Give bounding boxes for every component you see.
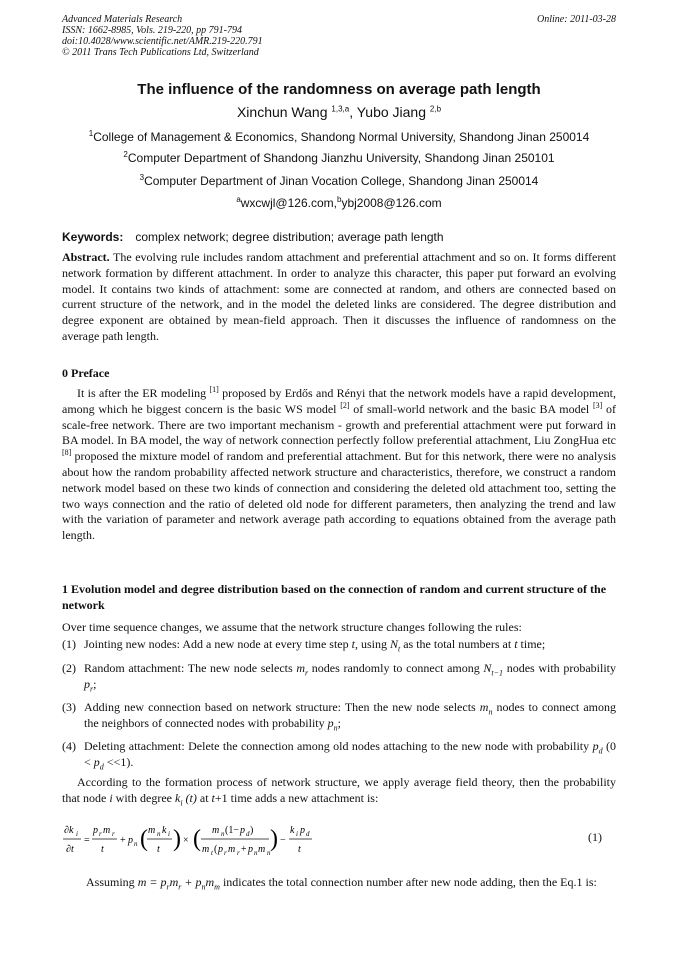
- svg-text:m: m: [202, 844, 210, 855]
- rule-2-var-n: N: [483, 661, 492, 675]
- assume-text-b: indicates the total connection number after new node adding, then the Eq.1 is:: [219, 875, 597, 889]
- affiliation-2-text: Computer Department of Shandong Jianzhu University, Shandong Jinan 250101: [127, 151, 555, 165]
- svg-text:m: m: [258, 844, 266, 855]
- citation-1[interactable]: [1]: [209, 385, 219, 394]
- journal-header: [62, 14, 616, 58]
- svg-text:n: n: [254, 849, 258, 857]
- author-1-affil: 1,3,a: [331, 104, 350, 114]
- svg-text:−: −: [280, 835, 286, 846]
- preface-text-2: proposed by Erdős and Rényi that the network models have a rapid development, among which he biggest concern is the basic WS model: [62, 386, 617, 416]
- svg-text:p: p: [240, 825, 245, 836]
- prob-var-i: i: [109, 790, 113, 805]
- citation-3[interactable]: [3]: [592, 400, 603, 410]
- rule-2: [62, 660, 616, 692]
- prob-var-k: k: [174, 790, 181, 805]
- svg-text:=: =: [84, 835, 90, 846]
- citation-2[interactable]: [2]: [340, 400, 350, 410]
- svg-text:d: d: [306, 830, 310, 838]
- prob-var-t1: t: [211, 790, 215, 805]
- rule-1-text-c: as the total numbers at: [400, 637, 515, 651]
- prob-text-a: According to the formation process of network structure, we apply average field theory, then the probability that node: [62, 775, 616, 805]
- rule-4-var-p: p: [592, 739, 599, 753]
- rule-4-var-p2: p: [93, 755, 100, 769]
- svg-text:m: m: [228, 844, 236, 855]
- online-date: Online: 2011-03-28: [537, 14, 616, 25]
- journal-issn: ISSN: 1662-8985, Vols. 219-220, pp 791-794: [62, 25, 242, 36]
- svg-text:r: r: [224, 849, 227, 857]
- assume-eq-mn: m: [205, 875, 215, 889]
- rule-2-text-b: nodes randomly to connect among: [308, 661, 484, 675]
- preface-text-5: proposed the mixture model of random and preferential attachment. But for this network, there were no analysis about how the random probability affected network structure and characteristics, therefore, we construct a random network model based on these two kinds of connection and considering the deleted old attachment too, setting the two ways connection and the ratio of deleted old node for different parameters, then analyzing the trend and law with the variation of parameter and network average path according to equations obtained from the average path length.: [62, 449, 616, 543]
- svg-text:): ): [270, 826, 278, 852]
- rule-4-text-c: <<1).: [103, 755, 134, 769]
- rule-2-text-c: nodes with probability: [503, 661, 616, 675]
- svg-text:m: m: [103, 825, 111, 836]
- svg-text:+: +: [241, 844, 247, 855]
- svg-text:m: m: [148, 825, 156, 836]
- svg-text:n: n: [157, 830, 161, 838]
- assume-eq-plus: + p: [181, 875, 202, 889]
- svg-text:k: k: [290, 825, 295, 836]
- svg-text:n: n: [267, 849, 271, 857]
- svg-text:p: p: [300, 825, 305, 836]
- rule-3-text-c: ;: [337, 716, 341, 730]
- section-0-heading: 0 Preface: [62, 366, 110, 380]
- rule-3-var-p: p: [327, 716, 334, 730]
- prob-text-d: +1 time adds a new attachment is:: [214, 790, 379, 805]
- assume-sub-r: r: [166, 882, 170, 892]
- rule-3: [62, 699, 616, 731]
- section-1-assumption-paragraph: [62, 875, 616, 891]
- rule-2-number: (2): [62, 661, 76, 675]
- keywords-label: Keywords:: [62, 230, 124, 244]
- email-a-mark: a: [236, 195, 241, 204]
- equation-1-number: (1): [588, 830, 602, 844]
- svg-text:(1−: (1−: [225, 825, 239, 836]
- svg-text:∂k: ∂k: [64, 825, 74, 836]
- rule-1-var-t2: t: [514, 637, 518, 651]
- svg-text:i: i: [76, 830, 78, 838]
- rule-2-text-d: ;: [93, 677, 97, 691]
- svg-text:r: r: [99, 830, 102, 838]
- section-1-heading: 1 Evolution model and degree distribution based on the connection of random and current structure of the network: [62, 582, 607, 612]
- svg-text:t: t: [157, 844, 160, 855]
- rule-2-var-m: m: [296, 661, 306, 675]
- rule-1-text-d: time;: [517, 637, 546, 651]
- prob-sub-i: i: [180, 798, 183, 808]
- section-1-probability-paragraph: [62, 775, 616, 807]
- rule-3-sub-n: n: [488, 707, 493, 717]
- author-separator: ,: [349, 104, 357, 120]
- svg-text:n: n: [221, 830, 225, 838]
- svg-text:d: d: [246, 830, 250, 838]
- section-1-intro: Over time sequence changes, we assume that the network structure changes following the rules:: [62, 620, 522, 634]
- svg-text:(: (: [214, 844, 218, 855]
- rule-4-sub-d2: d: [99, 762, 104, 772]
- rule-3-text-b: nodes to connect among the neighbors of connected nodes with probability: [84, 700, 616, 730]
- preface-text-4: of scale-free network. There are two important mechanism - growth and preferential attachment were put forward in BA model. In BA model, the way of network connection perfectly follow preferential attachment, Liu ZongHua etc: [62, 401, 616, 448]
- rule-1-sub-t: t: [397, 644, 401, 654]
- rule-3-number: (3): [62, 700, 76, 714]
- citation-8[interactable]: [8]: [62, 448, 72, 458]
- keywords: [62, 230, 444, 244]
- rule-1-text-a: Jointing new nodes: Add a new node at every time step: [84, 637, 352, 651]
- svg-text:t: t: [101, 844, 104, 855]
- prob-text-c: at: [196, 790, 212, 805]
- preface-text-1: It is after the ER modeling: [77, 386, 207, 400]
- author-line: [0, 104, 678, 120]
- assume-eq-mr: m: [169, 875, 179, 889]
- section-0-paragraph: [62, 386, 616, 544]
- svg-text:t: t: [298, 844, 301, 855]
- email-b: ybj2008@126.com: [341, 196, 442, 210]
- abstract: [62, 250, 616, 345]
- rule-4-text-a: Deleting attachment: Delete the connection among old nodes attaching to the new node with probability: [84, 739, 593, 753]
- svg-text:n: n: [134, 840, 138, 848]
- svg-text:(: (: [193, 826, 201, 852]
- affiliation-1-text: College of Management & Economics, Shandong Normal University, Shandong Jinan 250014: [93, 130, 590, 144]
- svg-text:i: i: [296, 830, 298, 838]
- affiliation-2-mark: 2: [123, 150, 128, 159]
- author-2: Yubo Jiang: [356, 104, 427, 120]
- prob-var-t: (t): [182, 790, 197, 805]
- assume-eq-m: m = p: [137, 875, 167, 889]
- svg-text:m: m: [212, 825, 220, 836]
- svg-text:i: i: [168, 830, 170, 838]
- rule-1-var-t: t,: [351, 637, 358, 651]
- rule-1-text-b: using: [357, 637, 390, 651]
- rule-2-sub-t1: t−1: [491, 668, 504, 678]
- rule-1-number: (1): [62, 637, 76, 651]
- svg-text:t: t: [211, 849, 213, 857]
- svg-text:): ): [250, 825, 254, 836]
- svg-text:+: +: [120, 835, 126, 846]
- affiliation-3: [0, 174, 678, 188]
- equation-1-formula: [62, 820, 342, 862]
- assume-sub-r2: r: [178, 882, 182, 892]
- rule-3-var-m: m: [479, 700, 489, 714]
- affiliation-2: [0, 151, 678, 165]
- rule-4: [62, 738, 616, 770]
- assume-sub-m: m: [214, 882, 220, 892]
- author-2-affil: 2,b: [429, 104, 442, 114]
- svg-text:p: p: [248, 844, 253, 855]
- svg-text:×: ×: [183, 835, 189, 846]
- prob-text-b: with degree: [112, 790, 175, 805]
- rule-1-var-n: N: [389, 637, 398, 651]
- journal-copyright: © 2011 Trans Tech Publications Ltd, Switzerland: [62, 47, 259, 58]
- email-b-mark: b: [336, 195, 342, 204]
- svg-text:(: (: [140, 826, 148, 852]
- svg-text:p: p: [218, 844, 223, 855]
- rule-2-var-p: p: [84, 677, 90, 691]
- svg-text:): ): [173, 826, 181, 852]
- email-a: wxcwjl@126.com,: [240, 196, 337, 210]
- affiliation-3-mark: 3: [139, 173, 145, 182]
- svg-text:p: p: [93, 825, 98, 836]
- rule-4-number: (4): [62, 739, 76, 753]
- email-line: [0, 196, 678, 210]
- svg-text:k: k: [162, 825, 167, 836]
- affiliation-3-text: Computer Department of Jinan Vocation College, Shandong Jinan 250014: [144, 174, 539, 188]
- abstract-label: Abstract.: [62, 250, 110, 264]
- author-1: Xinchun Wang: [236, 104, 328, 120]
- assume-text-a: Assuming: [86, 875, 138, 889]
- rule-3-text-a: Adding new connection based on network structure: Then the new node selects: [84, 700, 480, 714]
- paper-title: The influence of the randomness on average path length: [137, 81, 541, 98]
- rule-4-text-b: (0 <: [84, 739, 616, 769]
- preface-text-3: of small-world network and the basic BA model: [349, 401, 593, 416]
- rule-2-text-a: Random attachment: The new node selects: [84, 661, 297, 675]
- affiliation-1: [0, 130, 678, 144]
- svg-text:p: p: [128, 835, 133, 846]
- assume-sub-n: n: [201, 882, 206, 892]
- affiliation-1-mark: 1: [88, 129, 94, 138]
- rule-4-sub-d: d: [598, 746, 603, 756]
- rule-2-sub-r2: r: [90, 684, 94, 694]
- journal-doi: doi:10.4028/www.scientific.net/AMR.219-220.791: [62, 36, 263, 47]
- svg-text:∂t: ∂t: [66, 844, 74, 855]
- keywords-text: complex network; degree distribution; average path length: [135, 230, 444, 244]
- rule-3-sub-n2: n: [333, 723, 338, 733]
- rule-2-sub-r: r: [305, 668, 309, 678]
- journal-name: Advanced Materials Research: [62, 14, 183, 25]
- equation-1: [62, 820, 616, 862]
- svg-text:r: r: [112, 830, 115, 838]
- svg-text:r: r: [237, 849, 240, 857]
- rule-1: [62, 636, 616, 652]
- abstract-text: The evolving rule includes random attachment and preferential attachment and so on. It forms different network formation by different attachment. In order to analyze this character, this paper put forward an evolving model. It contains two kinds of attachment: some are connected at random, and others are connected based on current structure of the network, and in the model the deleted links are considered. The degree distribution and degree exponent are obtained by mean-field approach. Then it discusses the influence of randomness on the average path length.: [62, 250, 616, 343]
